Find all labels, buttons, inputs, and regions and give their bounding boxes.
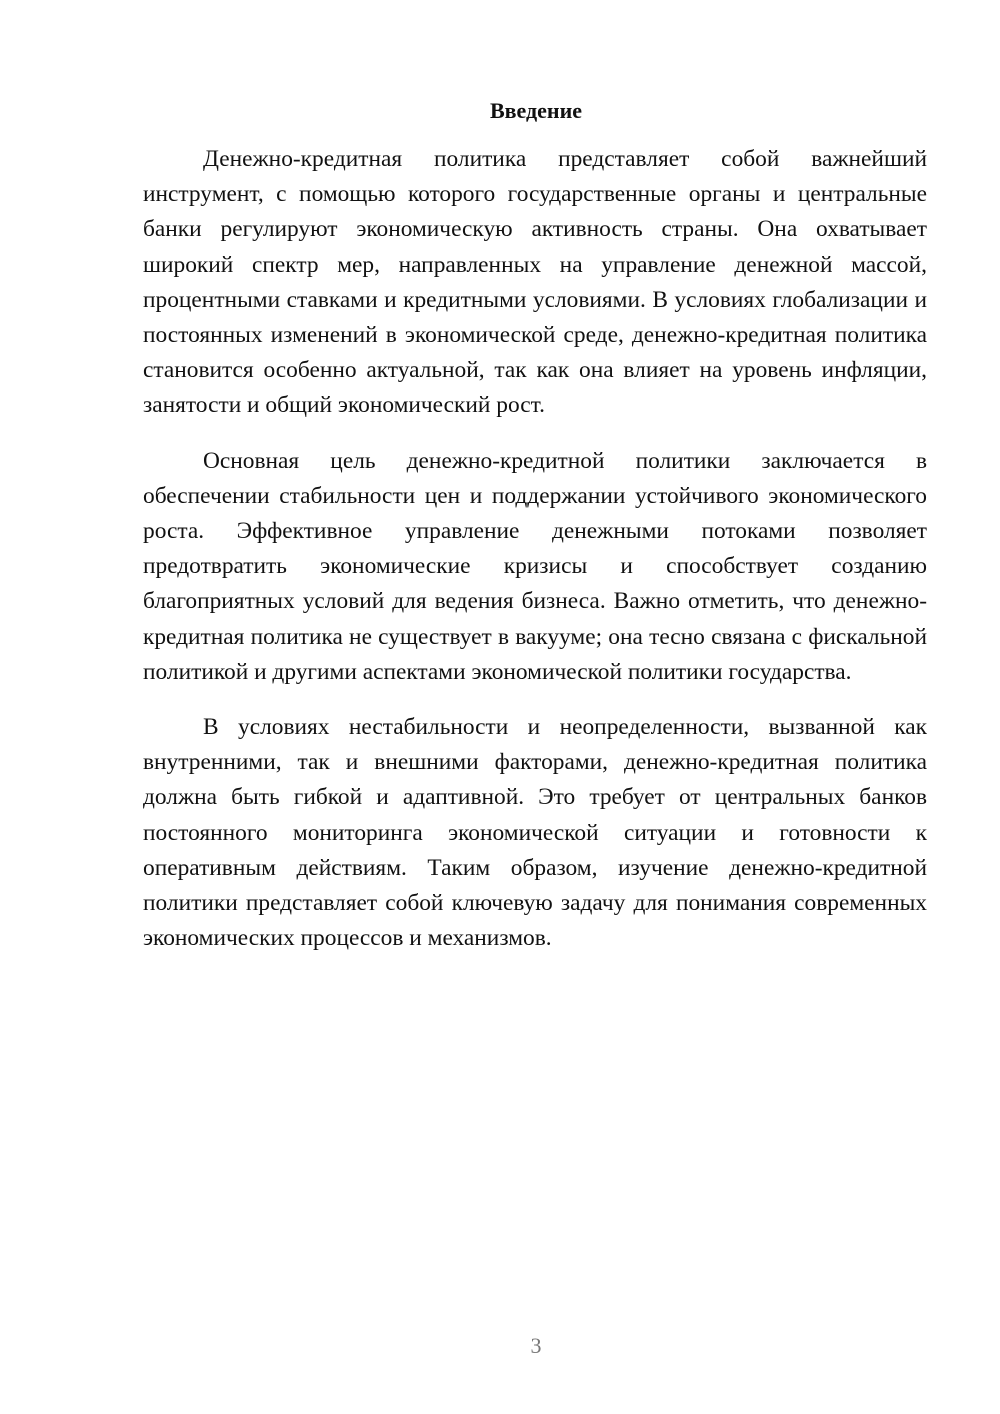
body-text xyxy=(143,142,927,956)
section-title: Введение xyxy=(489,98,583,123)
paragraph-2: Основная цель денежно-кредитной политики заключается в обеспечении стабильности цен и поддержании устойчивого экономического роста. Эффективное управление денежными потоками позволяет предотвратить экономические кризисы и способствует созданию благоприятных условий для ведения бизнеса. Важно отметить, что денежно-кредитная политика не существует в вакууме; она тесно связана с фискальной политикой и другими аспектами экономической политики государства. xyxy=(143,447,927,685)
paragraph-1: Денежно-кредитная политика представляет собой важнейший инструмент, с помощью которого государственные органы и центральные банки регулируют экономическую активность страны. Она охватывает широкий спектр мер, направленных на управление денежной массой, процентными ставками и кредитными условиями. В условиях глобализации и постоянных изменений в экономической среде, денежно-кредитная политика становится особенно актуальной, так как она влияет на уровень инфляции, занятости и общий экономический рост. xyxy=(143,146,927,419)
paragraph-3: В условиях нестабильности и неопределенности, вызванной как внутренними, так и внешними факторами, денежно-кредитная политика должна быть гибкой и адаптивной. Это требует от центральных банков постоянного мониторинга экономической ситуации и готовности к оперативным действиям. Таким образом, изучение денежно-кредитной политики представляет собой ключевую задачу для понимания современных экономических процессов и механизмов. xyxy=(143,714,927,952)
page-number: 3 xyxy=(530,1333,542,1358)
